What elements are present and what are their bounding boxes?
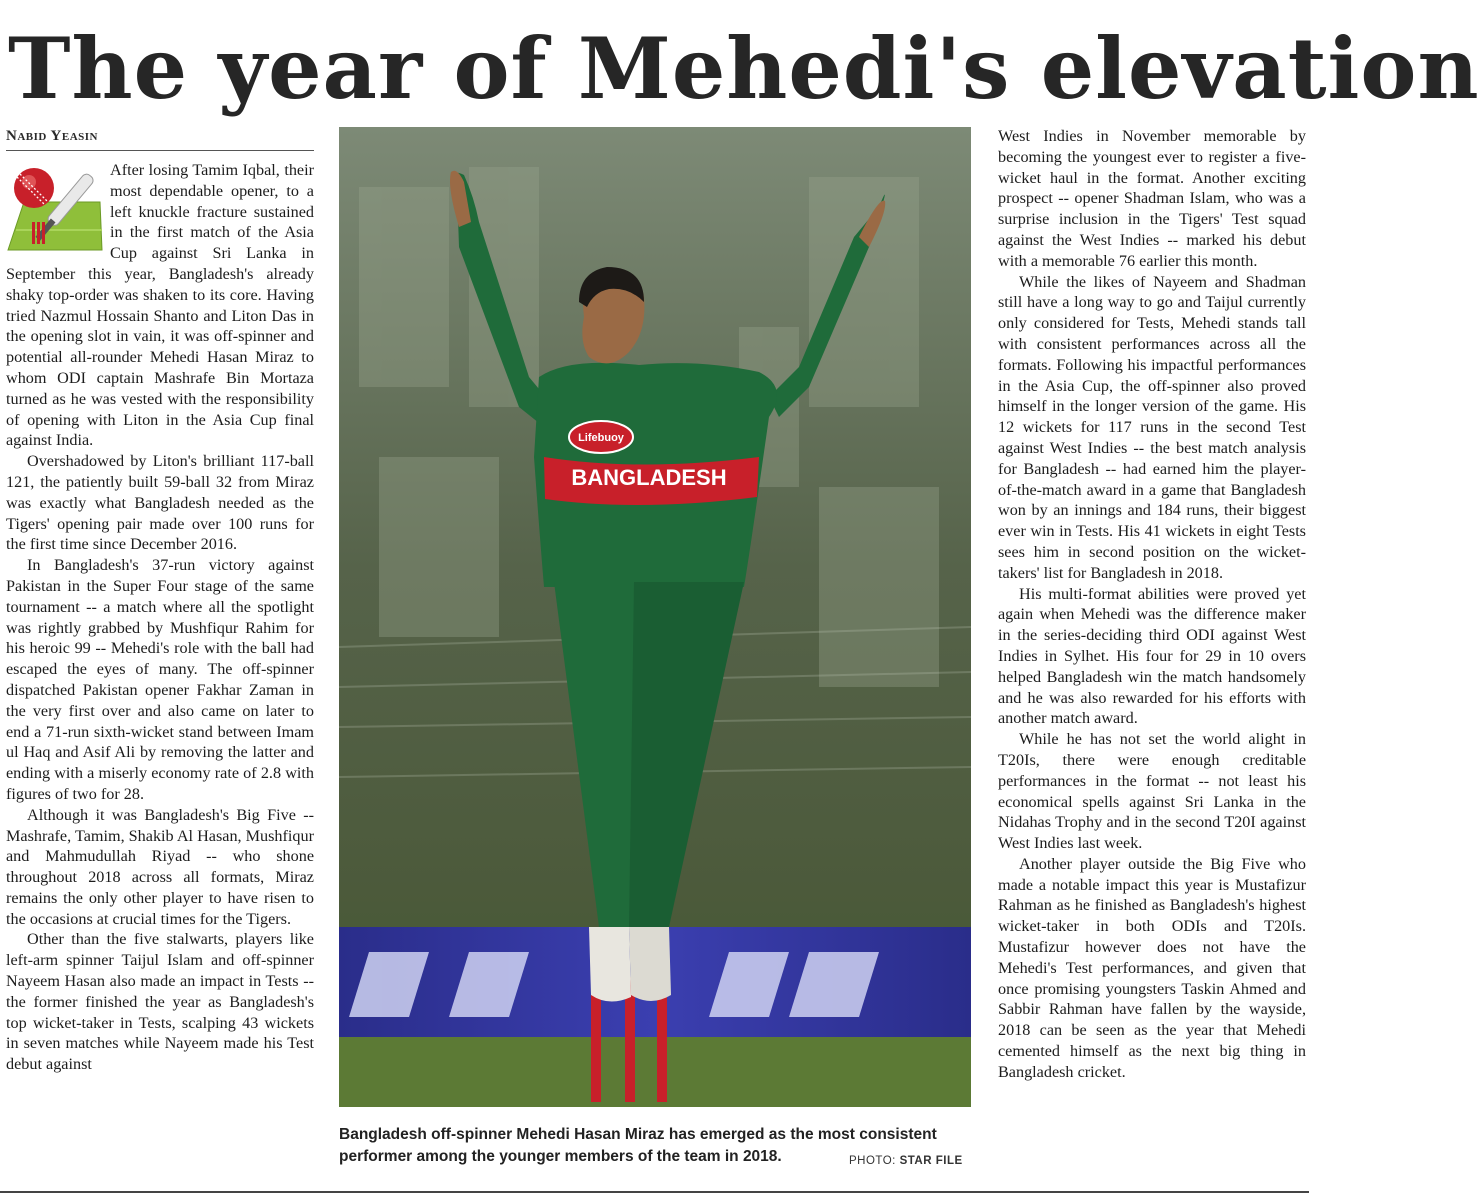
paragraph: While the likes of Nayeem and Shadman still have a long way to go and Taijul currently only considered for Tests, Mehedi stands tall with consistent performances across all the formats. Following his impactful performances in the Asia Cup, the off-spinner also proved himself in the longer version of the game. His 12 wickets for 117 runs in the second Test against West Indies -- the best match analysis for Bangladesh -- had earned him the player-of-the-match award in a game that Bangladesh won by an innings and 184 runs, their biggest ever win in Tests. His 41 wickets in eight Tests sees him in second position on the wicket-takers' list for Bangladesh in 2018. — [998, 272, 1306, 582]
photo-credit-label: PHOTO: — [849, 1155, 896, 1167]
right-column — [998, 126, 1306, 1176]
paragraph: Another player outside the Big Five who made a notable impact this year is Mustafizur Rahman as he finished as Bangladesh's highest wicket-taker in both ODIs and T20Is. Mustafizur however does not have the Mehedi's Test performances, and given that once promising youngsters Taskin Ahmed and Sabbir Rahman have fallen by the wayside, 2018 can be seen as the year that Mehedi cemented himself as the next big thing in Bangladesh cricket. — [998, 854, 1306, 1081]
jersey-sponsor: Lifebuoy — [578, 432, 624, 444]
byline-name: Nabid Yeasin — [6, 128, 98, 144]
paragraph: West Indies in November memorable by becoming the youngest ever to register a five-wicket haul in the format. Another exciting prospect -- opener Shadman Islam, who was a surprise inclusion in the Tigers' Test squad against the West Indies -- marked his debut with a memorable 76 earlier this month. — [998, 127, 1306, 270]
photo-credit-source: STAR FILE — [899, 1155, 963, 1167]
bottom-divider — [0, 1191, 1309, 1193]
cricket-ball-bat-icon — [2, 162, 106, 258]
paragraph: After losing Tamim Iqbal, their most dependable opener, to a left knuckle fracture sustained in the first match of the Asia Cup against Sri Lanka in September this year, Bangladesh's already shaky top-order was shaken to its core. Having tried Nazmul Hossain Shanto and Liton Das in the opening slot in vain, it was off-spinner and potential all-rounder Mehedi Hasan Miraz to whom ODI captain Mashrafe Bin Mortaza turned as he was vested with the responsibility of opening with Liton in the Asia Cup final against India. — [6, 161, 314, 450]
paragraph: Other than the five stalwarts, players like left-arm spinner Taijul Islam and off-spinner Nayeem Hasan also made an impact in Tests -- the former finished the year as Bangladesh's top wicket-taker in Tests, scalping 43 wickets in seven matches while Nayeem made his Test debut against — [6, 930, 314, 1074]
byline — [6, 128, 98, 145]
cricketer-celebration-photo — [339, 127, 971, 1107]
paragraph: His multi-format abilities were proved yet again when Mehedi was the difference maker in the series-deciding third ODI against West Indies in Sylhet. His four for 29 in 10 overs helped Bangladesh win the match handsomely and he was also rewarded for his efforts with another match award. — [998, 584, 1306, 728]
article-photo — [339, 127, 971, 1107]
jersey-text: BANGLADESH — [571, 465, 727, 490]
headline: The year of Mehedi's elevation — [8, 19, 1480, 118]
paragraph: While he has not set the world alight in T20Is, there were enough creditable performances in the format -- not least his economical spells against Sri Lanka in the Nidahas Trophy and in the second T20I against West Indies last week. — [998, 730, 1306, 853]
paragraph: In Bangladesh's 37-run victory against Pakistan in the Super Four stage of the same tournament -- a match where all the spotlight was rightly grabbed by Mushfiqur Rahim for his heroic 99 -- Mehedi's role with the ball had escaped the eyes of many. The off-spinner dispatched Pakistan opener Fakhar Zaman in the very first over and also came on later to end a 71-run sixth-wicket stand between Imam ul Haq and Asif Ali by removing the latter and ending with a miserly economy rate of 2.8 with figures of two for 28. — [6, 556, 314, 803]
left-column — [6, 160, 314, 1180]
paragraph: Although it was Bangladesh's Big Five -- Mashrafe, Tamim, Shakib Al Hasan, Mushfiqur and Mahmudullah Riyad -- who shone throughout 2018 across all formats, Miraz remains the only other player to have risen to the occasions at crucial times for the Tigers. — [6, 805, 314, 928]
photo-credit — [849, 1155, 963, 1167]
byline-divider — [6, 150, 314, 151]
photo-caption: Bangladesh off-spinner Mehedi Hasan Miraz has emerged as the most consistent performer among the younger members of the team in 2018. — [339, 1126, 937, 1165]
paragraph: Overshadowed by Liton's brilliant 117-ball 121, the patiently built 59-ball 32 from Miraz was exactly what Bangladesh needed as the Tigers' opening pair made over 100 runs for the first time since December 2016. — [6, 452, 314, 554]
